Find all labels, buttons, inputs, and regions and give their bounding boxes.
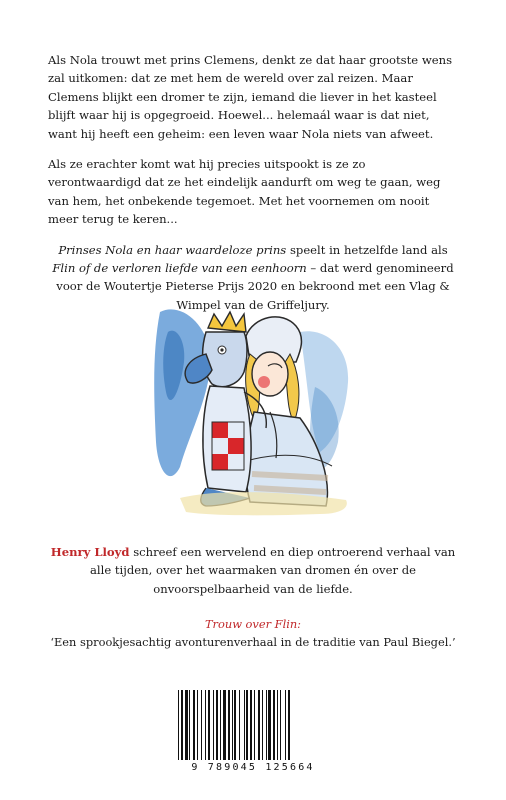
barcode-bar xyxy=(216,690,218,760)
barcode-bar xyxy=(239,690,240,760)
barcode-bar xyxy=(205,690,206,760)
blurb-paragraph-2: Als ze erachter komt wat hij precies uitspookt is ze zo verontwaardigd dat ze het eindelijk aandurft om weg te gaan, weg van hem, het onbekende tegemoet. Met het voornemen om nooit meer terug te keren... xyxy=(48,157,441,227)
barcode-bar xyxy=(228,690,230,760)
blurb-text xyxy=(48,51,458,326)
barcode-bar xyxy=(223,690,226,760)
quote-source: Trouw over Flin: xyxy=(204,617,302,631)
barcode-bar xyxy=(250,690,252,760)
barcode-bar xyxy=(277,690,278,760)
barcode-bars xyxy=(178,690,332,760)
review-quote xyxy=(30,615,476,651)
blurb-paragraph-1: Als Nola trouwt met prins Clemens, denkt ze dat haar grootste wens zal uitkomen: dat ze met hem de wereld over zal reizen. Maar Clemens blijkt een dromer te zijn, iemand die liever in het kasteel blijft waar hij is opgegroeid. Hoewel... helemaál waar is dat niet, want hij heeft een geheim: een leven waar Nola niets van afweet. xyxy=(48,53,453,141)
barcode-bar xyxy=(193,690,195,760)
author-name: Henry Lloyd xyxy=(50,545,130,559)
barcode-bar xyxy=(185,690,188,760)
prince-and-princess-illustration xyxy=(150,292,360,524)
blurb-paragraph-3-part-2: – dat werd genomineerd voor de Woutertje Pieterse Prijs 2020 en bekroond met een Vlag & Wimpel van de Griffeljury. xyxy=(56,261,454,312)
barcode-bar xyxy=(208,690,210,760)
isbn-barcode xyxy=(166,688,340,782)
barcode-bar xyxy=(266,690,267,760)
barcode-bar xyxy=(181,690,183,760)
barcode-bar xyxy=(258,690,260,760)
barcode-bar xyxy=(201,690,202,760)
isbn-number: 9 789045 125664 xyxy=(191,762,315,773)
barcode-bar xyxy=(234,690,236,760)
barcode-bar xyxy=(220,690,221,760)
barcode-bar xyxy=(197,690,198,760)
barcode-bar xyxy=(244,690,245,760)
book-title-flin: Flin of de verloren liefde van een eenhoorn xyxy=(52,261,307,276)
book-title-prinses-nola: Prinses Nola en haar waardeloze prins xyxy=(58,242,287,257)
barcode-bar xyxy=(254,690,255,760)
author-blurb-text: schreef een wervelend en diep ontroerend verhaal van alle tijden, over het waarmaken van dromen én over de onvoorspelbaarheid van de liefde. xyxy=(90,545,456,596)
barcode-bar xyxy=(178,690,179,760)
barcode-bar xyxy=(189,690,190,760)
barcode-bar xyxy=(288,690,290,760)
blurb-paragraph-3-part-1: speelt in hetzelfde land als xyxy=(286,242,448,257)
barcode-bar xyxy=(213,690,214,760)
barcode-bar xyxy=(232,690,233,760)
barcode-bar xyxy=(268,690,271,760)
barcode-bar xyxy=(273,690,275,760)
barcode-bar xyxy=(262,690,263,760)
barcode-bar xyxy=(280,690,281,760)
quote-text: ‘Een sprookjesachtig avonturenverhaal in de traditie van Paul Biegel.’ xyxy=(50,635,456,649)
author-blurb xyxy=(40,543,466,598)
barcode-bar xyxy=(285,690,286,760)
barcode-bar xyxy=(246,690,248,760)
